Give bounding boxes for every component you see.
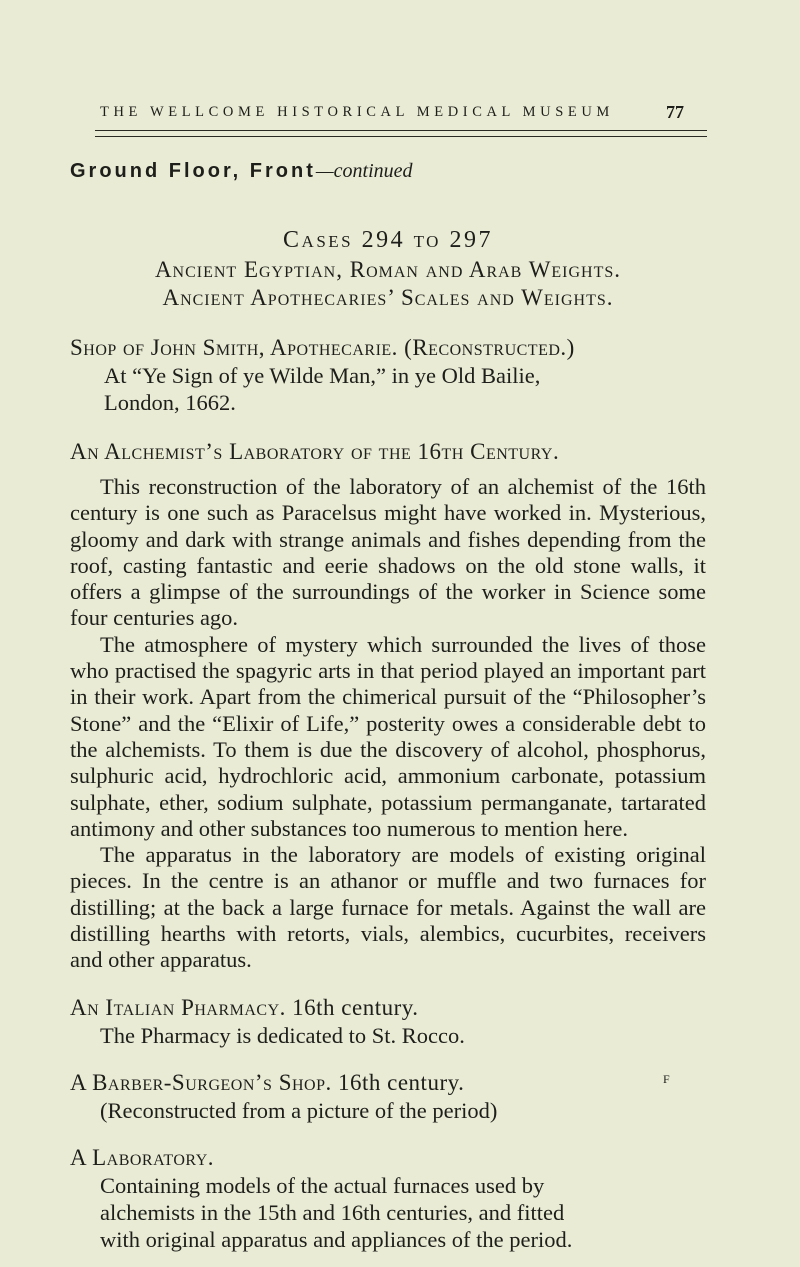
section-heading xyxy=(70,160,413,183)
barber-line: (Reconstructed from a picture of the period) xyxy=(100,1097,498,1123)
shop-line-1: At “Ye Sign of ye Wilde Man,” in ye Old Bailie, xyxy=(104,363,541,388)
italian-pharmacy-heading xyxy=(70,994,706,1022)
alchemist-paragraph-3: The apparatus in the laboratory are models of existing original pieces. In the centre is an athanor or muffle and two furnaces for distilling; at the back a large furnace for metals. Against the wall are distilling hearths with retorts, vials, alembics, cucurbites, receivers and other apparatus. xyxy=(70,842,706,973)
barber-surgeon-heading xyxy=(70,1069,706,1097)
laboratory-line-1: Containing models of the actual furnaces used by xyxy=(100,1172,545,1198)
header-rule-top xyxy=(95,130,707,131)
weights-line: Ancient Egyptian, Roman and Arab Weights. xyxy=(154,257,622,282)
header-rule-bottom xyxy=(95,136,707,137)
signature-mark: F xyxy=(663,1072,671,1086)
section-continued: —continued xyxy=(315,160,413,182)
alchemist-paragraph-2: The atmosphere of mystery which surrounded the lives of those who practised the spagyric arts in that period played an important part in their work. Apart from the chimerical pursuit of the “Philosopher’s Stone” and the “Elixir of Life,” posterity owes a considerable debt to the alchemists. To them is due the discovery of alcohol, phosphorus, sulphuric acid, hydrochloric acid, ammonium carbonate, potassium sulphate, ether, sodium sulphate, potassium permanganate, tartarated antimony and other substances too numerous to mention here. xyxy=(70,631,706,841)
italian-title: An Italian Pharmacy. xyxy=(70,994,286,1020)
italian-title-suffix: 16th century. xyxy=(292,994,419,1020)
body-text xyxy=(70,226,706,1253)
italian-line: The Pharmacy is dedicated to St. Rocco. xyxy=(100,1022,465,1048)
laboratory-title: A Laboratory. xyxy=(70,1144,215,1170)
alchemist-paragraph-1: This reconstruction of the laboratory of an alchemist of the 16th century is one such as Paracelsus might have worked in. Mysterious, gloomy and dark with strange animals and fishes depending from the roof, casting fantastic and eerie shadows on the old stone walls, it offers a glimpse of the surroundings of the worker in Science some four centuries ago. xyxy=(70,474,706,631)
shop-title: Shop of John Smith, Apothecarie. (Reconstructed.) xyxy=(70,335,575,360)
scales-line: Ancient Apothecaries’ Scales and Weights. xyxy=(162,285,614,310)
cases-heading: Cases 294 to 297 xyxy=(283,227,493,253)
alchemist-title: An Alchemist’s Laboratory of the 16th Century. xyxy=(70,439,560,464)
barber-title: A Barber-Surgeon’s Shop. xyxy=(70,1069,332,1095)
laboratory-line-2: alchemists in the 15th and 16th centuries, and fitted xyxy=(100,1199,565,1225)
shop-line-2: London, 1662. xyxy=(104,390,236,415)
barber-title-suffix: 16th century. xyxy=(338,1069,465,1095)
running-head: THE WELLCOME HISTORICAL MEDICAL MUSEUM xyxy=(100,104,614,120)
laboratory-line-3: with original apparatus and appliances of the period. xyxy=(100,1226,573,1252)
page-number: 77 xyxy=(666,102,684,122)
section-title: Ground Floor, Front xyxy=(70,160,316,182)
